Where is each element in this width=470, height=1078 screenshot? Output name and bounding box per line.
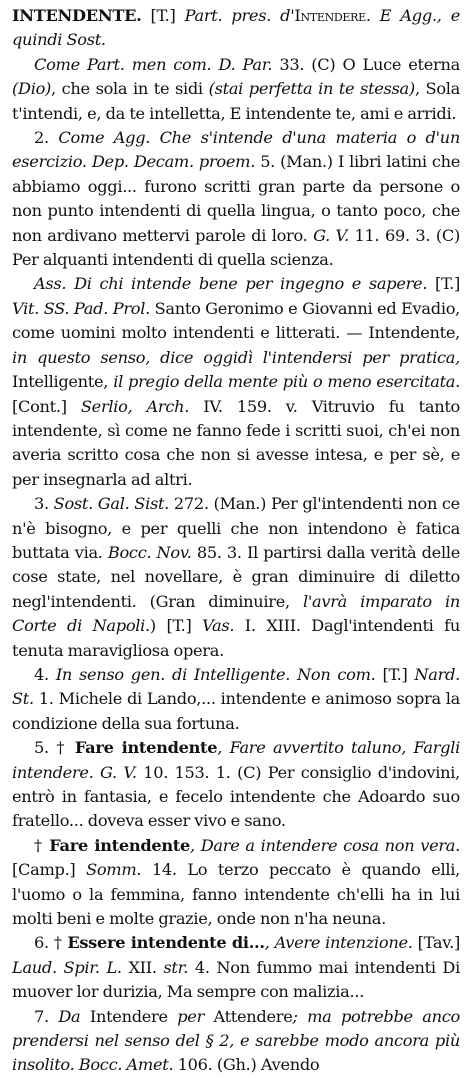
citation-number: 11. 69. 3. bbox=[354, 225, 431, 245]
quotation: I libri latini che abbiamo oggi... furono scritti gran parte da persone o non punto intendenti di quella lingua, o tanto poco, che non ardivano mettervi parole di loro. bbox=[12, 152, 460, 245]
citation-number: 4. bbox=[194, 957, 210, 977]
citation: Vit. SS. Pad. Prol. bbox=[12, 298, 150, 318]
quotation: O Luce eterna bbox=[342, 54, 460, 74]
quotation: Santo Geronimo e Giovanni ed Evadio, come uomini molto intendenti e litterati. — Intendente, bbox=[12, 298, 460, 343]
cross-ref: Attendere bbox=[213, 1006, 293, 1026]
sense-number: 3. bbox=[34, 494, 49, 514]
citation: Bocc. Nov. bbox=[107, 542, 192, 562]
phrase: Fare intendente bbox=[49, 835, 190, 855]
citation: Laud. Spir. L. bbox=[12, 957, 122, 977]
quotation: Intelligente, bbox=[12, 372, 109, 392]
citation-number: 1. bbox=[38, 689, 54, 709]
citation: str. bbox=[163, 957, 189, 977]
sense-7 bbox=[12, 1005, 460, 1078]
sense-number: 4. bbox=[34, 664, 49, 684]
citation-number: 106. bbox=[177, 1055, 213, 1075]
sense-definition: Come Agg. Che s'intende d'una materia o d'un esercizio. Dep. Decam. proem. bbox=[12, 128, 460, 172]
sense-definition: , Fare avvertito taluno, Fargli intendere. G. V. bbox=[12, 738, 460, 782]
source-tag: [Tav.] bbox=[417, 933, 460, 953]
citation-number: 5. bbox=[260, 152, 276, 172]
phrase: Essere intendente di... bbox=[67, 933, 265, 953]
quotation: , che sola in te sidi bbox=[51, 79, 203, 99]
quotation: Non fummo mai intendenti Di muover lor durizia, Ma sempre con malizia... bbox=[12, 957, 460, 1002]
quotation: Per gl'intendenti non ce n'è bisogno, e per quelli che non intendono è fatica buttata via. bbox=[12, 494, 460, 562]
sense-number: 5. † bbox=[34, 738, 68, 758]
sense-1 bbox=[12, 53, 460, 126]
sense-3 bbox=[12, 492, 460, 663]
sense-definition: , Dare a intendere cosa non vera. bbox=[189, 835, 460, 855]
source-tag: [Camp.] bbox=[12, 860, 76, 880]
grammar-note: Part. pres. bbox=[184, 6, 272, 25]
source-tag: (Man.) bbox=[213, 494, 267, 514]
citation-number: 85. 3. bbox=[196, 542, 242, 562]
quotation: ) bbox=[149, 616, 156, 636]
sense-definition: per bbox=[177, 1006, 205, 1026]
citation-number: XII. bbox=[128, 957, 157, 977]
cross-ref: Intendere bbox=[294, 6, 366, 25]
source-tag: (Gh.) bbox=[216, 1055, 257, 1075]
grammar-note: d' bbox=[280, 6, 295, 25]
sense-number: 2. bbox=[34, 128, 49, 148]
sense-2-ass bbox=[12, 272, 460, 492]
quotation: Dagl'intendenti fu tenuta maravigliosa opera. bbox=[12, 616, 460, 660]
source-tag: [Cont.] bbox=[12, 396, 67, 416]
sense-number: † bbox=[34, 835, 44, 855]
citation-number: 272. bbox=[173, 494, 209, 514]
source-tag: [T.] bbox=[382, 664, 408, 684]
headword: INTENDENTE. bbox=[12, 6, 142, 25]
sense-definition: Come Part. men com. D. Par. bbox=[34, 54, 273, 74]
citation: Serlio, Arch. bbox=[80, 396, 190, 416]
source-tag: (C) bbox=[237, 762, 262, 782]
quotation: , Sola t'intendi, e, da te intelletta, E intendente te, ami e arridi. bbox=[12, 79, 460, 123]
source-tag: (C) bbox=[311, 54, 336, 74]
sense-number: 6. † bbox=[34, 933, 63, 953]
source-tag: (Man.) bbox=[280, 152, 333, 172]
citation-number: 10. 153. 1. bbox=[143, 762, 231, 782]
citation: Somm. bbox=[86, 860, 142, 880]
quotation: Vitruvio fu tanto intendente, sì come ne fanno fede i scritti suoi, ch'ei non averia scritto cosa che non si avesse intesa, e per sè, e per insegnarla ad altri. bbox=[12, 396, 460, 489]
sense-5b bbox=[12, 834, 460, 932]
editorial-note: l'avrà imparato in Corte di Napoli. bbox=[12, 591, 460, 636]
citation-number: IV. 159. v. bbox=[203, 396, 298, 416]
editorial-note: in questo senso, dice oggidì l'intendersi per pratica, bbox=[12, 347, 460, 367]
source-tag: [T.] bbox=[150, 6, 176, 25]
sense-definition: In senso gen. di Intelligente. Non com. bbox=[55, 664, 376, 684]
citation: G. V. bbox=[313, 225, 349, 245]
source-tag: [T.] bbox=[435, 274, 460, 294]
citation-number: 14. bbox=[151, 860, 177, 880]
citation-number: 33. bbox=[279, 54, 305, 74]
phrase: Fare intendente bbox=[74, 738, 218, 758]
citation: Vas. bbox=[202, 616, 235, 636]
entry-head bbox=[12, 4, 460, 53]
cross-ref: Intendere bbox=[89, 1006, 168, 1026]
sense-definition: Da bbox=[58, 1006, 81, 1026]
gloss: (Dio) bbox=[12, 79, 52, 99]
sense-definition: ; ma potrebbe anco prendersi nel senso del § 2, e sarebbe modo ancora più insolito. Bocc. Amet. bbox=[12, 1006, 460, 1075]
quotation: Lo terzo peccato è quando elli, l'uomo o la femmina, fanno intendente ch'elli ha in lui molti beni e molte grazie, onde non n'ha neuna. bbox=[12, 860, 460, 929]
quotation: Avendo bbox=[260, 1055, 320, 1075]
sense-4 bbox=[12, 663, 460, 736]
sense-2 bbox=[12, 126, 460, 272]
grammar-note: . E Agg., e quindi Sost. bbox=[12, 6, 460, 50]
quotation: Per alquanti intendenti di quella scienza. bbox=[12, 250, 334, 270]
sense-5 bbox=[12, 736, 460, 834]
quotation: Il partirsi dalla verità delle cose state, nel novellare, è gran diminuire di diletto negl'intendenti. (Gran diminuire, bbox=[12, 542, 460, 611]
quotation: Per consiglio d'indovini, entrò in fantasia, e fecelo intendente che Adoardo suo fratello... doveva esser vivo e sano. bbox=[12, 762, 460, 831]
sense-definition: Ass. Di chi intende bene per ingegno e sapere. bbox=[34, 274, 428, 294]
sense-definition: Sost. Gal. Sist. bbox=[53, 494, 170, 514]
source-tag: [T.] bbox=[166, 616, 192, 636]
sense-definition: , Avere intenzione. bbox=[264, 933, 413, 953]
editorial-note: il pregio della mente più o meno esercitata. bbox=[113, 372, 460, 392]
citation-number: I. XIII. bbox=[244, 616, 301, 636]
sense-6 bbox=[12, 931, 460, 1004]
source-tag: (C) bbox=[435, 225, 460, 245]
gloss: (stai perfetta in te stessa) bbox=[208, 79, 415, 99]
quotation: Michele di Lando,... intendente e animoso sopra la condizione della sua fortuna. bbox=[12, 689, 460, 733]
sense-number: 7. bbox=[34, 1006, 49, 1026]
citation: Nard. St. bbox=[12, 664, 460, 709]
